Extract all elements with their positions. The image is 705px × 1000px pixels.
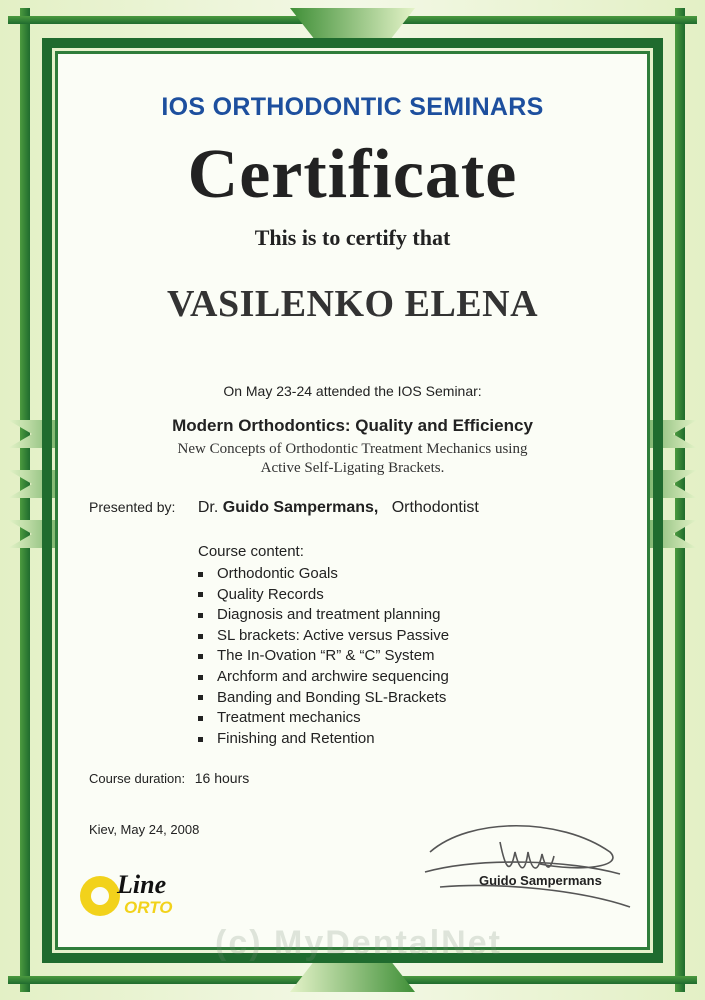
list-item-text: Banding and Bonding SL-Brackets [217,688,447,706]
logo-line-text: Line [117,870,167,899]
seminar-subtitle-line: New Concepts of Orthodontic Treatment Mechanics using [177,441,528,457]
signer-name: Guido Sampermans [479,873,602,888]
attendance-line: On May 23-24 attended the IOS Seminar: [223,383,482,399]
list-item-text: Archform and archwire sequencing [217,667,449,685]
orto-line-logo [72,868,232,918]
list-item [198,564,449,585]
certificate-title: Certificate [187,136,518,213]
list-item-text: Diagnosis and treatment planning [217,606,441,624]
bullet-icon [198,634,203,639]
list-item [198,729,449,750]
list-item-text: Quality Records [217,585,324,603]
list-item [198,605,449,626]
recipient-name: VASILENKO ELENA [166,283,539,325]
bullet-icon [198,737,203,742]
logo-orto-text: ORTO [124,898,173,917]
presenter-label: Presented by: [89,499,176,515]
seminar-title: Modern Orthodontics: Quality and Efficiency [172,416,533,435]
bullet-icon [198,716,203,721]
list-item [198,708,449,729]
organization-title: IOS ORTHODONTIC SEMINARS [161,93,544,121]
bullet-icon [198,592,203,597]
list-item [198,585,449,606]
seminar-subtitle [60,440,645,478]
list-item [198,688,449,709]
list-item-text: The In-Ovation “R” & “C” System [217,647,435,665]
issue-date: Kiev, May 24, 2008 [89,822,200,837]
course-duration [89,770,249,786]
list-item-text: Treatment mechanics [217,709,361,727]
list-item [198,626,449,647]
signature-icon [410,812,640,922]
seminar-subtitle-line: Active Self-Ligating Brackets. [260,460,445,476]
bullet-icon [198,613,203,618]
presenter-role: Orthodontist [391,499,479,516]
list-item [198,646,449,667]
course-content-list [198,564,449,749]
bullet-icon [198,675,203,680]
list-item-text: SL brackets: Active versus Passive [217,626,450,644]
presenter-prefix: Dr. [197,499,219,516]
bullet-icon [198,654,203,659]
watermark: (c) MyDentalNet [215,924,502,962]
course-content-heading: Course content: [198,543,304,560]
list-item-text: Orthodontic Goals [217,565,338,582]
list-item [198,667,449,688]
bullet-icon [198,572,203,577]
list-item-text: Finishing and Retention [217,729,375,747]
presenter-name: Guido Sampermans, [222,499,379,516]
presenter-line [89,499,479,517]
duration-value: 16 hours [194,770,250,786]
certify-line: This is to certify that [254,225,451,250]
duration-label: Course duration: [89,771,186,786]
bullet-icon [198,695,203,700]
